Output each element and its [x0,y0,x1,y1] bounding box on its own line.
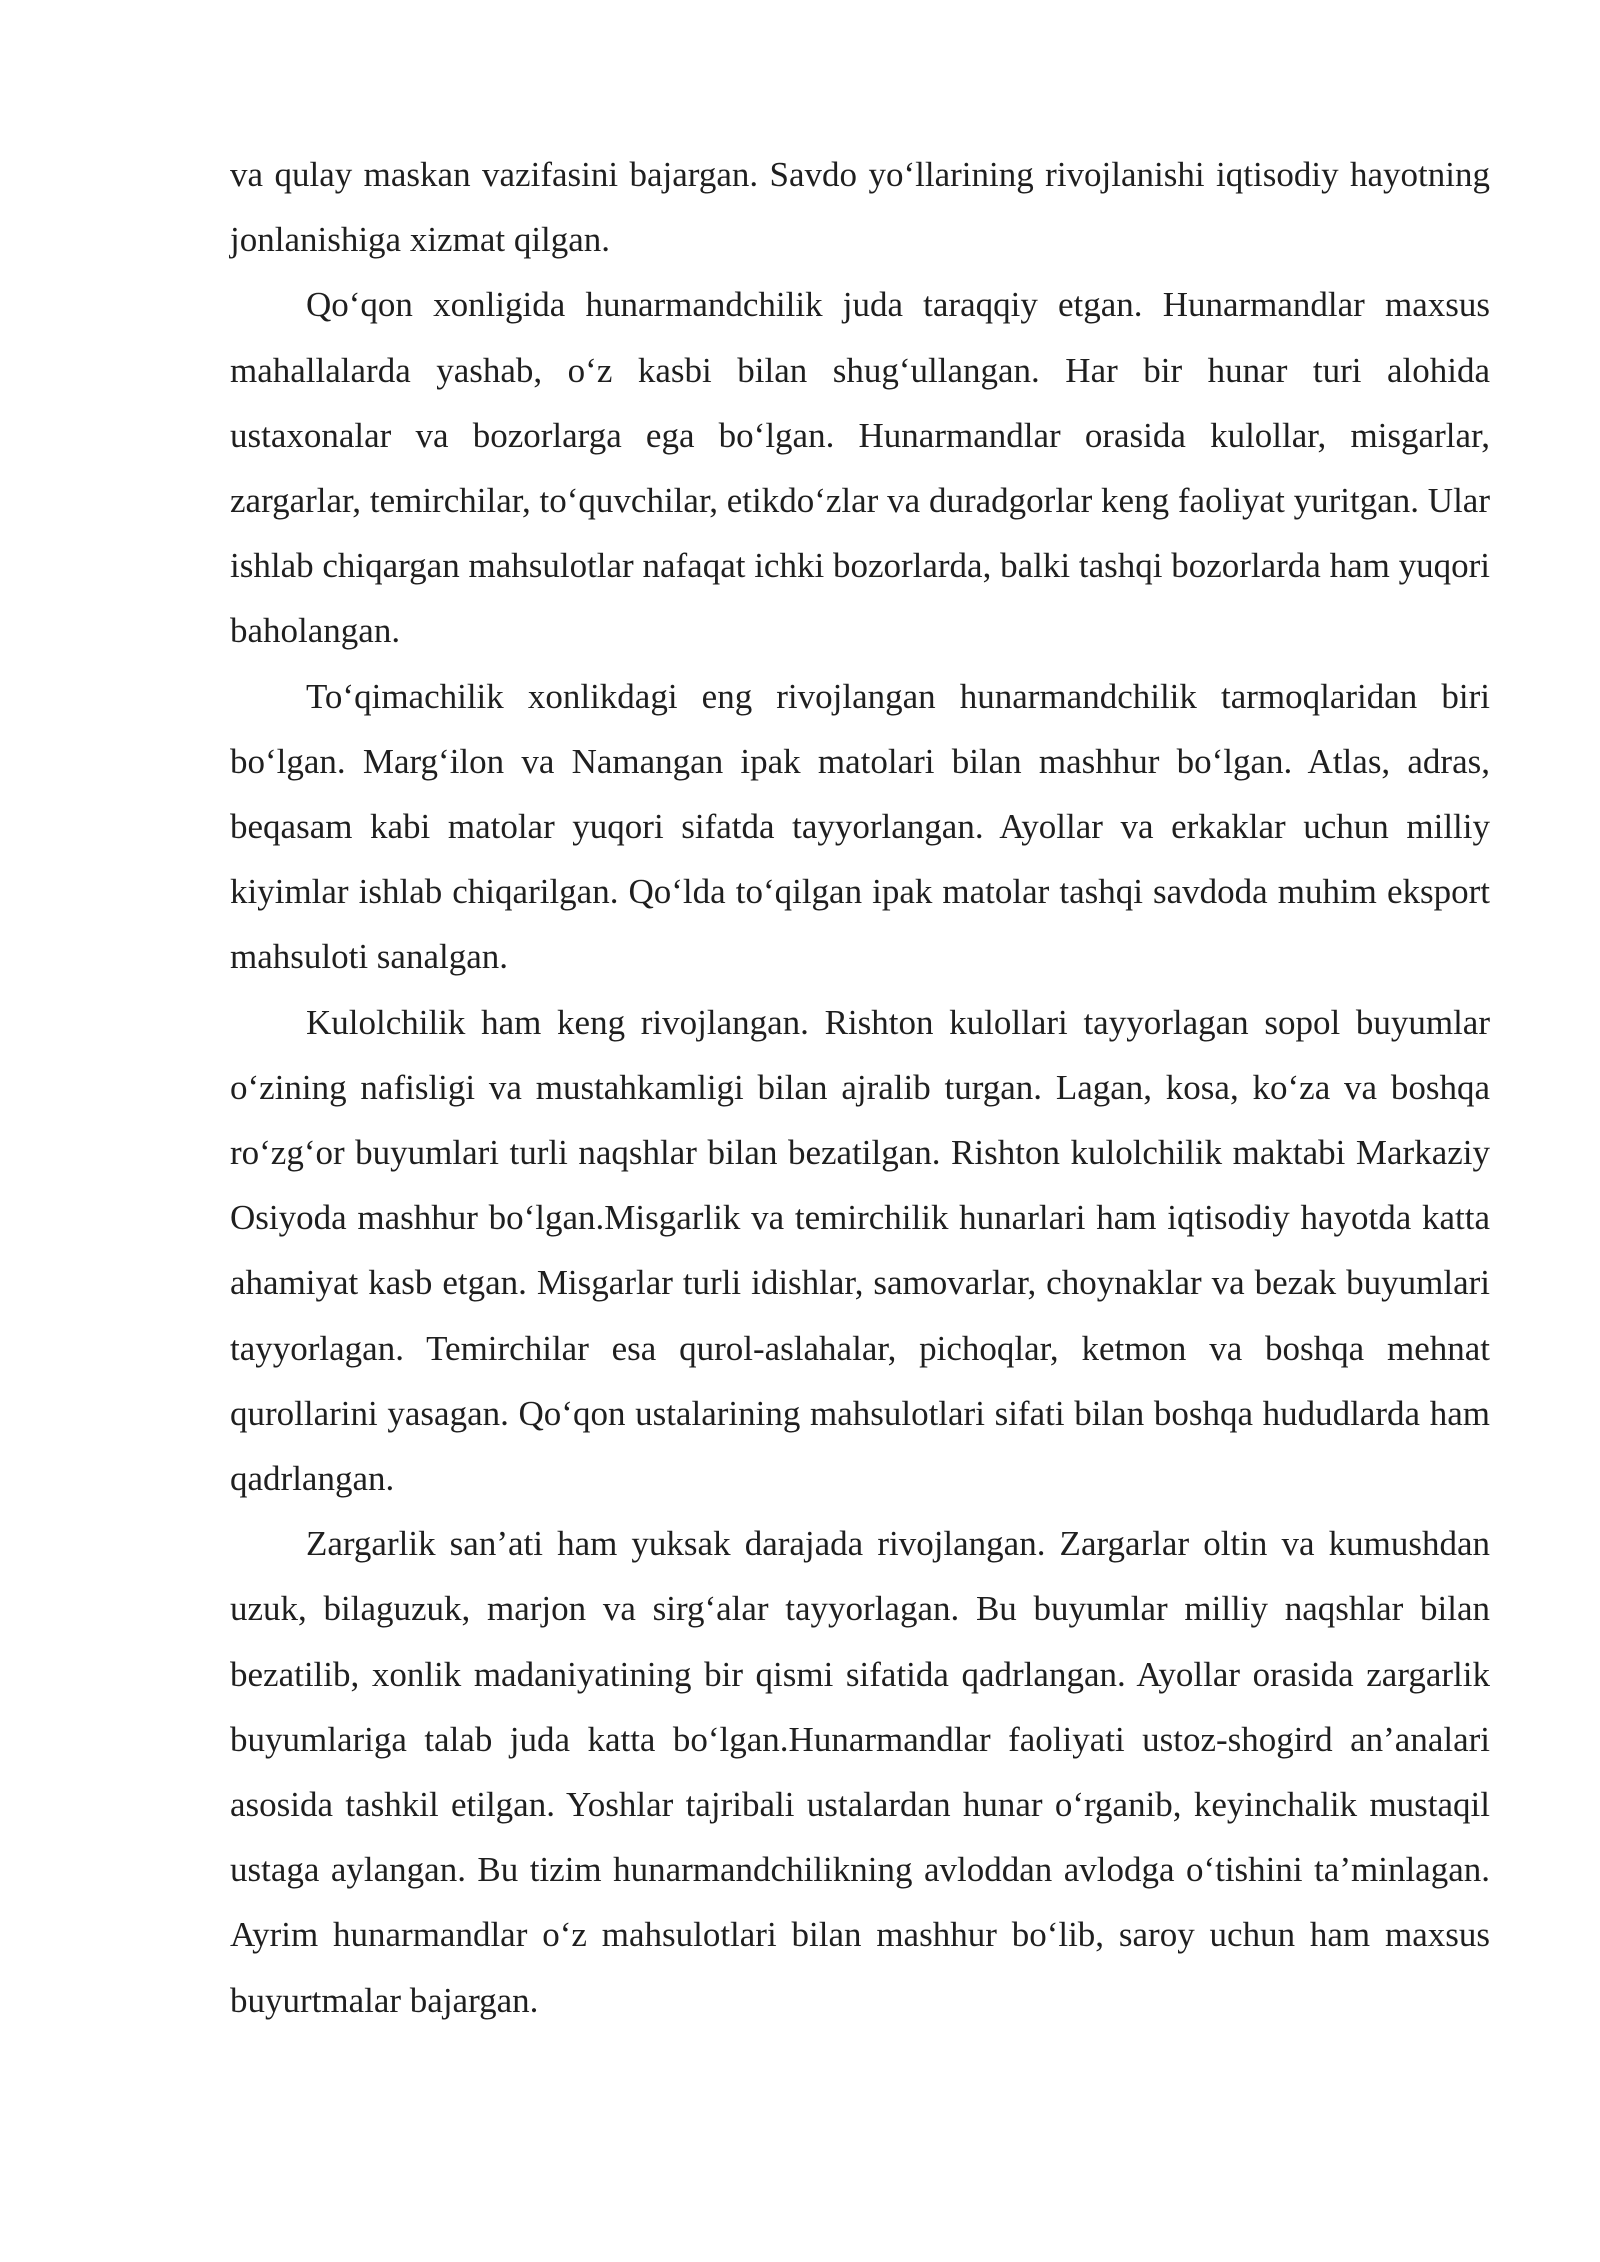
paragraph-jewelry: Zargarlik san’ati ham yuksak darajada rivojlangan. Zargarlar oltin va kumushdan uzuk, bilaguzuk, marjon va sirg‘alar tayyorlagan. Bu buyumlar milliy naqshlar bilan bezatilib, xonlik madaniyatining bir qismi sifatida qadrlangan. Ayollar orasida zargarlik buyumlariga talab juda katta bo‘lgan.Hunarmandlar faoliyati ustoz-shogird an’analari asosida tashkil etilgan. Yoshlar tajribali ustalardan hunar o‘rganib, keyinchalik mustaqil ustaga aylangan. Bu tizim hunarmandchilikning avloddan avlodga o‘tishini ta’minlagan. Ayrim hunarmandlar o‘z mahsulotlari bilan mashhur bo‘lib, saroy uchun ham maxsus buyurtmalar bajargan. [230,1524,1490,2020]
paragraph-continuation: va qulay maskan vazifasini bajargan. Savdo yo‘llarining rivojlanishi iqtisodiy hayotning jonlanishiga xizmat qilgan. [230,155,1490,260]
paragraph-handicrafts: Qo‘qon xonligida hunarmandchilik juda taraqqiy etgan. Hunarmandlar maxsus mahallalarda yashab, o‘z kasbi bilan shug‘ullangan. Har bir hunar turi alohida ustaxonalar va bozorlarga ega bo‘lgan. Hunarmandlar orasida kulollar, misgarlar, zargarlar, temirchilar, to‘quvchilar, etikdo‘zlar va duradgorlar keng faoliyat yuritgan. Ular ishlab chiqargan mahsulotlar nafaqat ichki bozorlarda, balki tashqi bozorlarda ham yuqori baholangan. [230,285,1490,651]
paragraph-weaving: To‘qimachilik xonlikdagi eng rivojlangan hunarmandchilik tarmoqlaridan biri bo‘lgan. Marg‘ilon va Namangan ipak matolari bilan mashhur bo‘lgan. Atlas, adras, beqasam kabi matolar yuqori sifatda tayyorlangan. Ayollar va erkaklar uchun milliy kiyimlar ishlab chiqarilgan. Qo‘lda to‘qilgan ipak matolar tashqi savdoda muhim eksport mahsuloti sanalgan. [230,676,1490,977]
paragraph-pottery: Kulolchilik ham keng rivojlangan. Rishton kulollari tayyorlagan sopol buyumlar o‘zining nafisligi va mustahkamligi bilan ajralib turgan. Lagan, kosa, ko‘za va boshqa ro‘zg‘or buyumlari turli naqshlar bilan bezatilgan. Rishton kulolchilik maktabi Markaziy Osiyoda mashhur bo‘lgan.Misgarlik va temirchilik hunarlari ham iqtisodiy hayotda katta ahamiyat kasb etgan. Misgarlar turli idishlar, samovarlar, choynaklar va bezak buyumlari tayyorlagan. Temirchilar esa qurol-aslahalar, pichoqlar, ketmon va boshqa mehnat qurollarini yasagan. Qo‘qon ustalarining mahsulotlari sifati bilan boshqa hududlarda ham qadrlangan. [230,1002,1490,1499]
document-body [230,142,1490,2033]
